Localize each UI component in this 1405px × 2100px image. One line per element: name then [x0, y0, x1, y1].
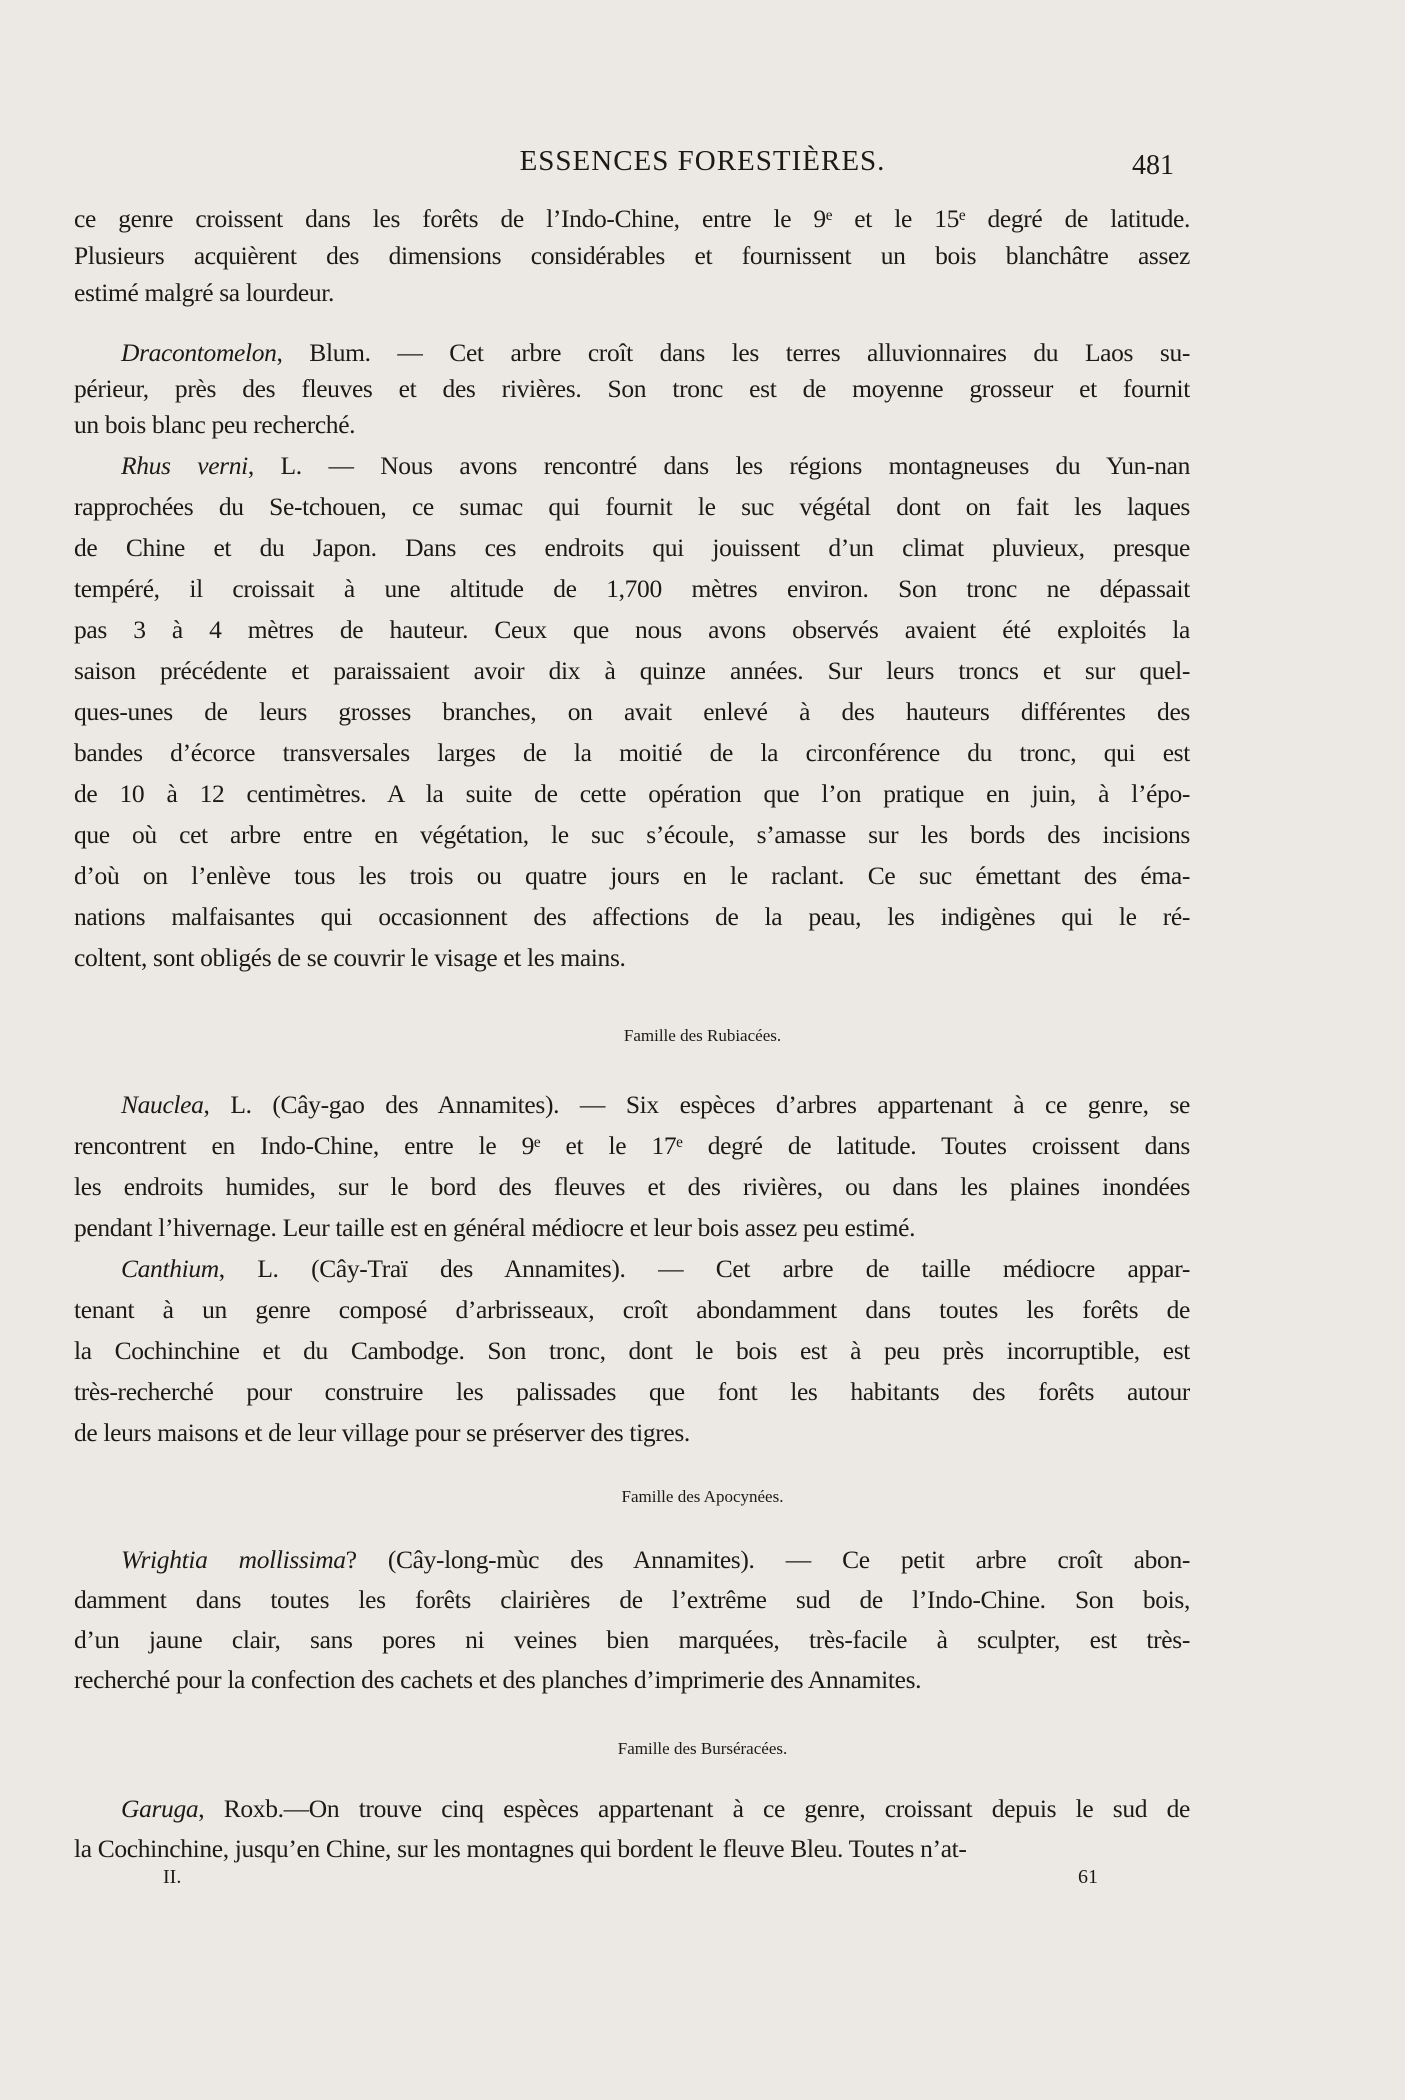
species-name: Rhus verni	[121, 451, 248, 480]
text-line: tenant à un genre composé d’arbrisseaux, croît abondamment dans toutes les forêts de	[74, 1295, 1190, 1324]
line-text: , Roxb.—On trouve cinq espèces appartenant à ce genre, croissant depuis le sud de	[198, 1794, 1190, 1823]
text-line: damment dans toutes les forêts clairières de l’extrême sud de l’Indo-Chine. Son bois,	[74, 1585, 1190, 1614]
text-line: pendant l’hivernage. Leur taille est en général médiocre et leur bois assez peu estimé.	[74, 1213, 916, 1242]
family-heading-apocynees: Famille des Apocynées.	[621, 1487, 784, 1506]
text-line: de Chine et du Japon. Dans ces endroits qui jouissent d’un climat pluvieux, presque	[74, 533, 1190, 562]
text-line	[74, 335, 1190, 371]
species-name: Garuga	[121, 1794, 199, 1823]
text-line: les endroits humides, sur le bord des fleuves et des rivières, ou dans les plaines inondées	[74, 1172, 1190, 1201]
line-text: , L. — Nous avons rencontré dans les régions montagneuses du Yun-nan	[247, 451, 1190, 480]
text-line: rapprochées du Se-tchouen, ce sumac qui fournit le suc végétal dont on fait les laques	[74, 492, 1190, 521]
paragraph-dracontomelon	[74, 335, 1190, 443]
text-line: nations malfaisantes qui occasionnent des affections de la peau, les indigènes qui le ré-	[74, 902, 1190, 931]
text-line: Plusieurs acquièrent des dimensions considérables et fournissent un bois blanchâtre assez	[74, 241, 1190, 270]
running-head: ESSENCES FORESTIÈRES.	[519, 145, 886, 177]
text-line: de 10 à 12 centimètres. A la suite de cette opération que l’on pratique en juin, à l’épo-	[74, 779, 1190, 808]
text-line	[74, 1248, 1190, 1289]
paragraph-nauclea	[74, 1084, 1190, 1248]
text-line: un bois blanc peu recherché.	[74, 410, 356, 439]
species-name: Nauclea	[121, 1090, 204, 1119]
line-text: ? (Cây-long-mùc des Annamites). — Ce petit arbre croît abon-	[345, 1545, 1190, 1574]
species-name: Wrightia mollissima	[121, 1545, 346, 1574]
species-name: Dracontomelon	[121, 338, 277, 367]
line-text: ce genre croissent dans les forêts de l’Indo-Chine, entre le 9ᵉ et le 15ᵉ degré de latitude.	[74, 204, 1190, 233]
text-line: d’un jaune clair, sans pores ni veines bien marquées, très-facile à sculpter, est très-	[74, 1625, 1190, 1654]
page-number: 481	[1132, 150, 1174, 181]
text-line	[74, 445, 1190, 486]
text-line: de leurs maisons et de leur village pour se préserver des tigres.	[74, 1418, 690, 1447]
text-line: tempéré, il croissait à une altitude de 1,700 mètres environ. Son tronc ne dépassait	[74, 574, 1190, 603]
paragraph-canthium	[74, 1248, 1190, 1453]
paragraph-rhus-verni	[74, 445, 1190, 978]
species-name: Canthium	[121, 1254, 219, 1283]
text-line: bandes d’écorce transversales larges de la moitié de la circonférence du tronc, qui est	[74, 738, 1190, 767]
text-line	[74, 1084, 1190, 1125]
text-line	[74, 200, 1190, 237]
paragraph-continuation	[74, 200, 1190, 311]
text-line: que où cet arbre entre en végétation, le suc s’écoule, s’amasse sur les bords des incisions	[74, 820, 1190, 849]
text-line: la Cochinchine, jusqu’en Chine, sur les montagnes qui bordent le fleuve Bleu. Toutes n’at-	[74, 1834, 967, 1863]
text-line: d’où on l’enlève tous les trois ou quatre jours en le raclant. Ce suc émettant des éma-	[74, 861, 1190, 890]
paragraph-garuga	[74, 1789, 1190, 1869]
family-heading-burseracees: Famille des Burséracées.	[617, 1739, 788, 1758]
line-text: , L. (Cây-Traï des Annamites). — Cet arbre de taille médiocre appar-	[218, 1254, 1190, 1283]
text-line	[74, 1540, 1190, 1580]
text-line	[74, 1789, 1190, 1829]
footer-signature: 61	[1078, 1866, 1098, 1888]
text-line: la Cochinchine et du Cambodge. Son tronc, dont le bois est à peu près incorruptible, est	[74, 1336, 1190, 1365]
text-line: ques-unes de leurs grosses branches, on avait enlevé à des hauteurs différentes des	[74, 697, 1190, 726]
text-line: recherché pour la confection des cachets et des planches d’imprimerie des Annamites.	[74, 1665, 922, 1694]
text-line: très-recherché pour construire les palissades que font les habitants des forêts autour	[74, 1377, 1190, 1406]
text-line: saison précédente et paraissaient avoir dix à quinze années. Sur leurs troncs et sur quel-	[74, 656, 1190, 685]
text-line: rencontrent en Indo-Chine, entre le 9ᵉ et le 17ᵉ degré de latitude. Toutes croissent dans	[74, 1131, 1190, 1160]
text-line: pas 3 à 4 mètres de hauteur. Ceux que nous avons observés avaient été exploités la	[74, 615, 1190, 644]
line-text: , L. (Cây-gao des Annamites). — Six espèces d’arbres appartenant à ce genre, se	[203, 1090, 1190, 1119]
footer-volume: II.	[163, 1866, 182, 1888]
text-line: coltent, sont obligés de se couvrir le visage et les mains.	[74, 943, 626, 972]
line-text: , Blum. — Cet arbre croît dans les terres alluvionnaires du Laos su-	[276, 338, 1190, 367]
text-line: estimé malgré sa lourdeur.	[74, 278, 334, 307]
family-heading-rubiacees: Famille des Rubiacées.	[623, 1026, 782, 1045]
paragraph-wrightia	[74, 1540, 1190, 1700]
text-line: périeur, près des fleuves et des rivières. Son tronc est de moyenne grosseur et fournit	[74, 374, 1190, 403]
